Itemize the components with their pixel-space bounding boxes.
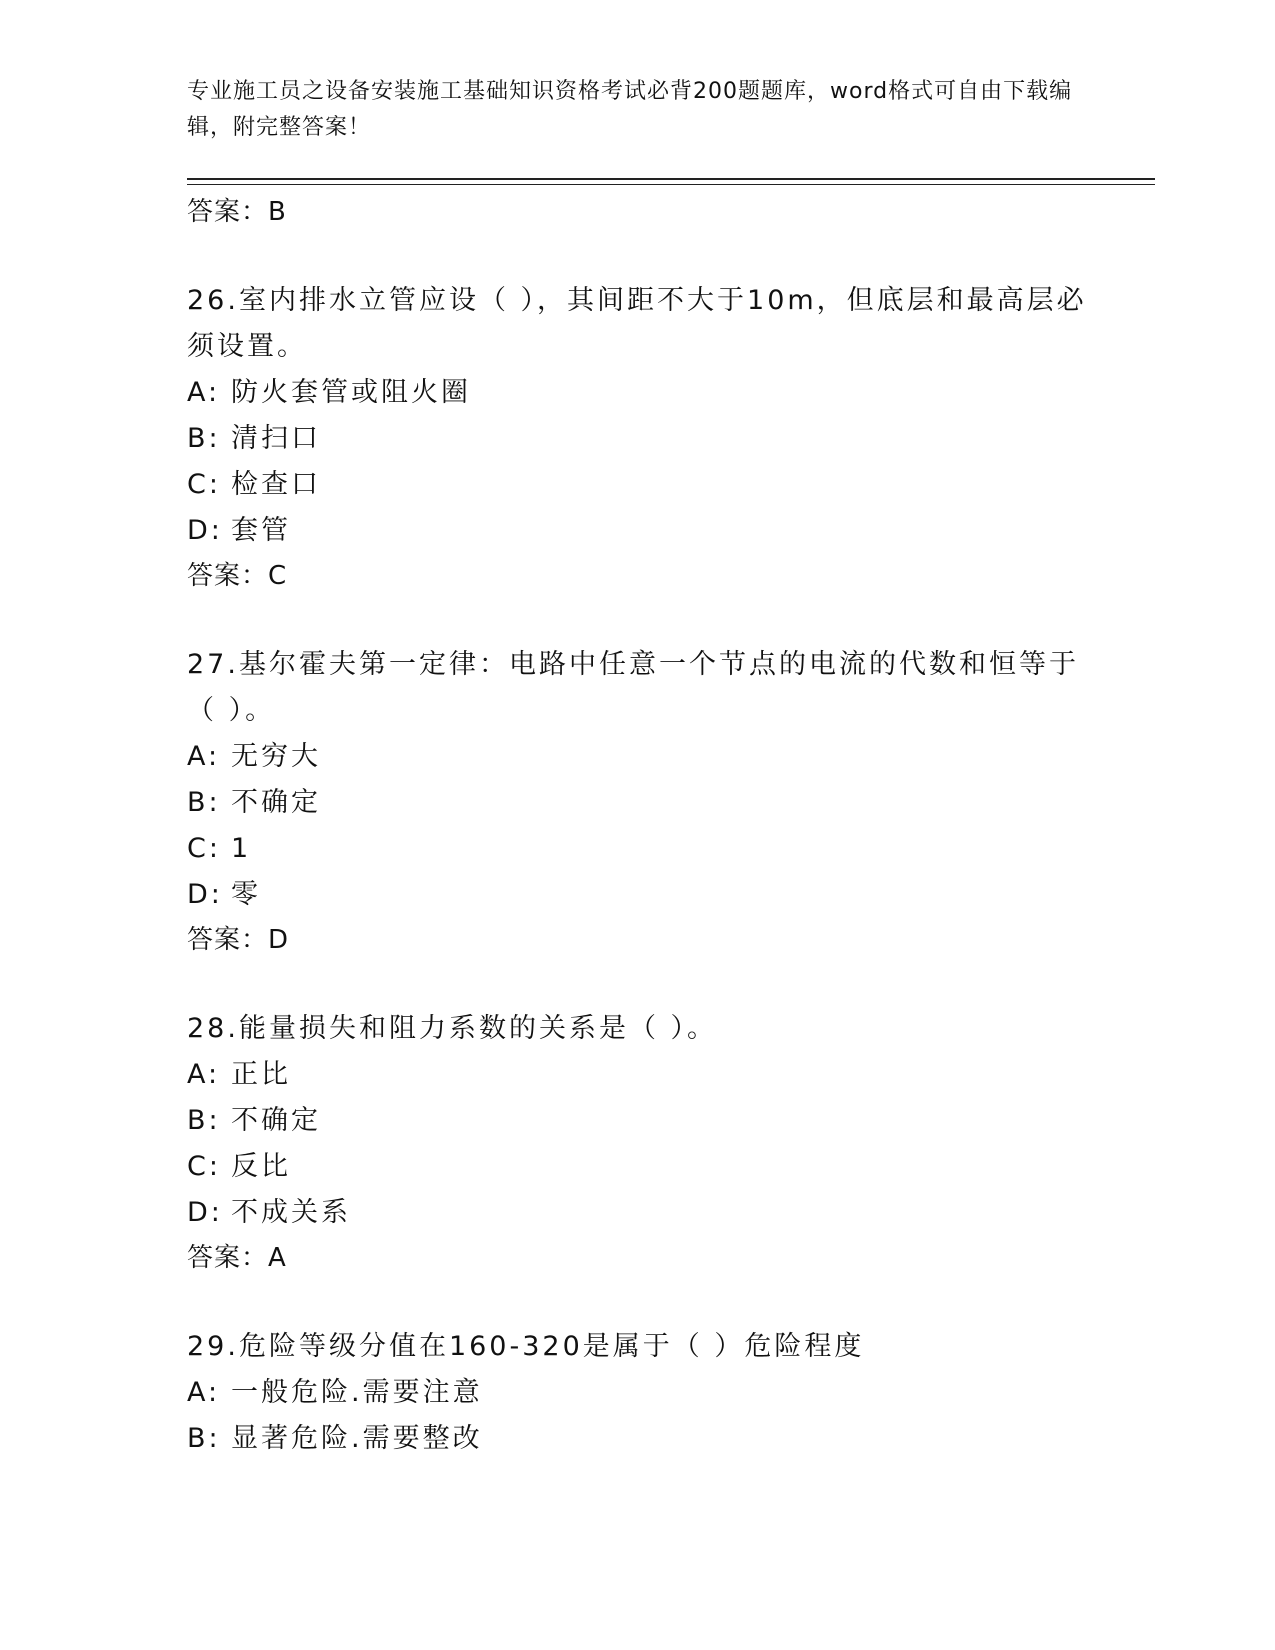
option-text: 不确定 <box>231 1105 321 1136</box>
question-stem: 29.危险等级分值在160-320是属于（ ）危险程度 <box>187 1331 865 1362</box>
option-item <box>187 734 1087 780</box>
option-item <box>187 508 1087 554</box>
option-item <box>187 1370 1087 1416</box>
option-text: 检查口 <box>231 469 321 500</box>
document-header: 专业施工员之设备安装施工基础知识资格考试必背200题题库，word格式可自由下载编辑，附完整答案！ <box>187 79 1073 140</box>
option-text: 防火套管或阻火圈 <box>231 377 471 408</box>
option-key: C: <box>187 833 221 864</box>
option-item <box>187 1416 1087 1462</box>
option-item <box>187 370 1087 416</box>
option-key: D: <box>187 1197 223 1228</box>
option-text: 不成关系 <box>231 1197 351 1228</box>
option-key: C: <box>187 469 221 500</box>
option-item <box>187 872 1087 918</box>
answer-line: 答案：C <box>187 561 288 591</box>
option-text: 不确定 <box>231 787 321 818</box>
option-key: A: <box>187 741 221 772</box>
question-stem: 26.室内排水立管应设（ ），其间距不大于10m，但底层和最高层必须设置。 <box>187 285 1087 362</box>
question-stem: 27.基尔霍夫第一定律：电路中任意一个节点的电流的代数和恒等于（ ）。 <box>187 649 1079 726</box>
option-key: C: <box>187 1151 221 1182</box>
option-key: B: <box>187 423 221 454</box>
option-text: 一般危险.需要注意 <box>231 1377 483 1408</box>
option-item <box>187 1144 1087 1190</box>
option-key: B: <box>187 1423 221 1454</box>
answer-line: 答案：A <box>187 1243 287 1273</box>
option-key: D: <box>187 515 223 546</box>
header-rule-thin <box>187 184 1155 185</box>
question-stem: 28.能量损失和阻力系数的关系是（ ）。 <box>187 1013 718 1044</box>
option-item <box>187 416 1087 462</box>
header-rule-thick <box>187 178 1155 180</box>
option-text: 零 <box>231 879 261 910</box>
option-item <box>187 462 1087 508</box>
option-key: A: <box>187 1059 221 1090</box>
option-key: A: <box>187 1377 221 1408</box>
option-item <box>187 1190 1087 1236</box>
option-text: 无穷大 <box>231 741 321 772</box>
previous-answer: 答案：B <box>187 197 287 227</box>
option-item <box>187 1052 1087 1098</box>
option-text: 显著危险.需要整改 <box>231 1423 483 1454</box>
option-item <box>187 826 1087 872</box>
option-item <box>187 1098 1087 1144</box>
option-key: A: <box>187 377 221 408</box>
option-text: 正比 <box>231 1059 291 1090</box>
option-text: 反比 <box>231 1151 291 1182</box>
option-key: B: <box>187 787 221 818</box>
option-text: 套管 <box>231 515 291 546</box>
option-item <box>187 780 1087 826</box>
option-key: D: <box>187 879 223 910</box>
option-text: 1 <box>231 833 252 864</box>
option-key: B: <box>187 1105 221 1136</box>
option-text: 清扫口 <box>231 423 321 454</box>
answer-line: 答案：D <box>187 925 290 955</box>
question-list <box>187 190 1087 1462</box>
